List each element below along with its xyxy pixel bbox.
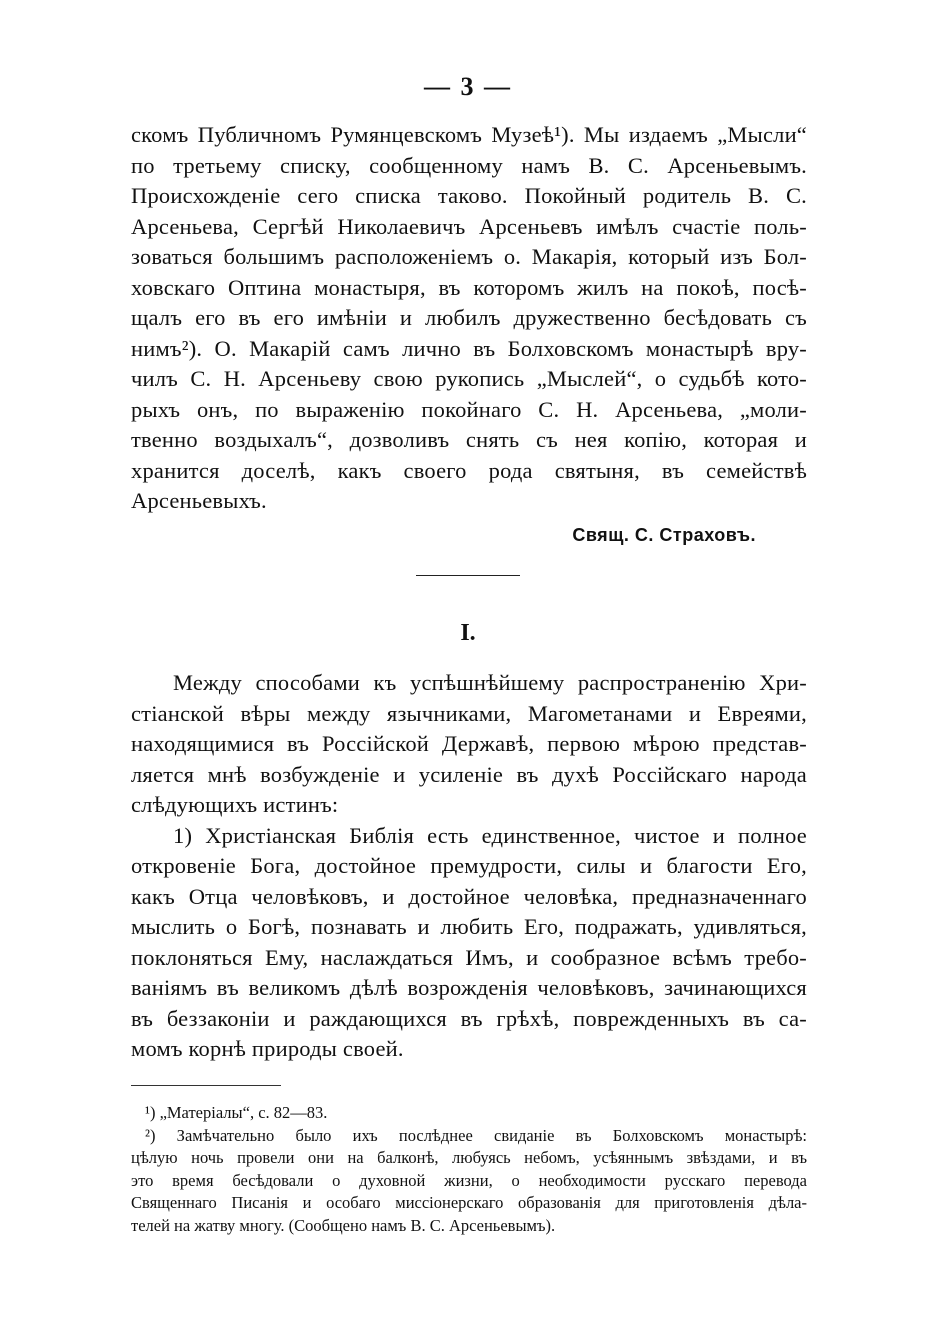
text-line: Арсеньева, Сергѣй Николаевичъ Арсеньевъ имѣлъ счастіе поль-	[131, 213, 807, 239]
text-line: ляется мнѣ возбужденіе и усиленіе въ духѣ Россійскаго народа	[131, 761, 807, 787]
section-body	[131, 668, 807, 1065]
footnote-line: телей на жатву многу. (Сообщено намъ В. С. Арсеньевымъ).	[131, 1215, 556, 1235]
footnote-line: Священнаго Писанія и особаго миссіонерскаго образованія для приготовленія дѣла-	[131, 1193, 807, 1212]
text-line: ваніямъ въ великомъ дѣлѣ возрожденія человѣковъ, зачинающихся	[131, 975, 807, 1000]
text-line: зоваться большимъ расположеніемъ о. Макарія, который изъ Бол-	[131, 244, 807, 269]
text-line: мыслить о Богѣ, познавать и любить Его, подражать, удивляться,	[131, 914, 807, 939]
text-line: Происхожденіе сего списка таково. Покойный родитель В. С.	[131, 183, 807, 208]
footnote-line: это время бесѣдовали о духовной жизни, о необходимости русскаго перевода	[131, 1170, 807, 1190]
text-line: ховскаго Оптина монастыря, въ которомъ жилъ на покоѣ, посѣ-	[131, 274, 807, 300]
intro-paragraph	[131, 120, 807, 517]
text-line: стіанской вѣры между язычниками, Магометанами и Евреями,	[131, 700, 807, 726]
text-line: какъ Отца человѣковъ, и достойное человѣка, предназначеннаго	[131, 883, 807, 909]
footnote-line: ²) Замѣчательно было ихъ послѣднее свиданіе въ Болховскомъ монастырѣ:	[145, 1125, 807, 1145]
text-line: скомъ Публичномъ Румянцевскомъ Музеѣ¹). Мы издаемъ „Мысли“	[131, 122, 807, 147]
text-line: въ беззаконіи и раждающихся въ грѣхѣ, поврежденныхъ въ са-	[131, 1005, 807, 1031]
text-line: чилъ С. Н. Арсеньеву свою рукопись „Мыслей“, о судьбѣ кото-	[131, 366, 807, 391]
page-number: — 3 —	[424, 72, 512, 101]
footnote-rule	[131, 1085, 281, 1086]
author-signature: Свящ. С. Страховъ.	[572, 525, 756, 545]
text-line: находящимися въ Россійской Державѣ, первою мѣрою представ-	[131, 731, 807, 756]
text-line: нимъ²). О. Макарій самъ лично въ Болховскомъ монастырѣ вру-	[131, 335, 807, 361]
footnotes	[131, 1102, 807, 1237]
text-line: хранится доселѣ, какъ своего рода святыня, въ семействѣ	[131, 457, 807, 483]
text-line: щалъ его въ его имѣніи и любилъ дружественно бесѣдовать съ	[131, 305, 807, 330]
footnote-line: ¹) „Матеріалы“, с. 82—83.	[145, 1103, 328, 1122]
text-line: рыхъ онъ, по выраженію покойнаго С. Н. Арсеньева, „моли-	[131, 396, 807, 422]
footnote-line: цѣлую ночь провели они на балконѣ, любуясь небомъ, усѣяннымъ звѣздами, и въ	[131, 1148, 807, 1167]
section-heading: I.	[460, 620, 476, 646]
text-line: слѣдующихъ истинъ:	[131, 792, 339, 817]
text-line: 1) Христіанская Библія есть единственное, чистое и полное	[173, 822, 807, 848]
text-line: откровеніе Бога, достойное премудрости, силы и благости Его,	[131, 853, 807, 878]
text-line: твенно воздыхалъ“, дозволивъ снять съ нея копію, которая и	[131, 427, 807, 452]
text-line: Между способами къ успѣшнѣйшему распространенію Хри-	[173, 670, 807, 695]
text-line: момъ корнѣ природы своей.	[131, 1036, 404, 1061]
text-line: Арсеньевыхъ.	[131, 488, 267, 513]
text-line: по третьему списку, сообщенному намъ В. С. Арсеньевымъ.	[131, 152, 807, 178]
text-line: поклоняться Ему, наслаждаться Имъ, и сообразное всѣмъ требо-	[131, 944, 807, 970]
section-divider	[416, 575, 520, 576]
